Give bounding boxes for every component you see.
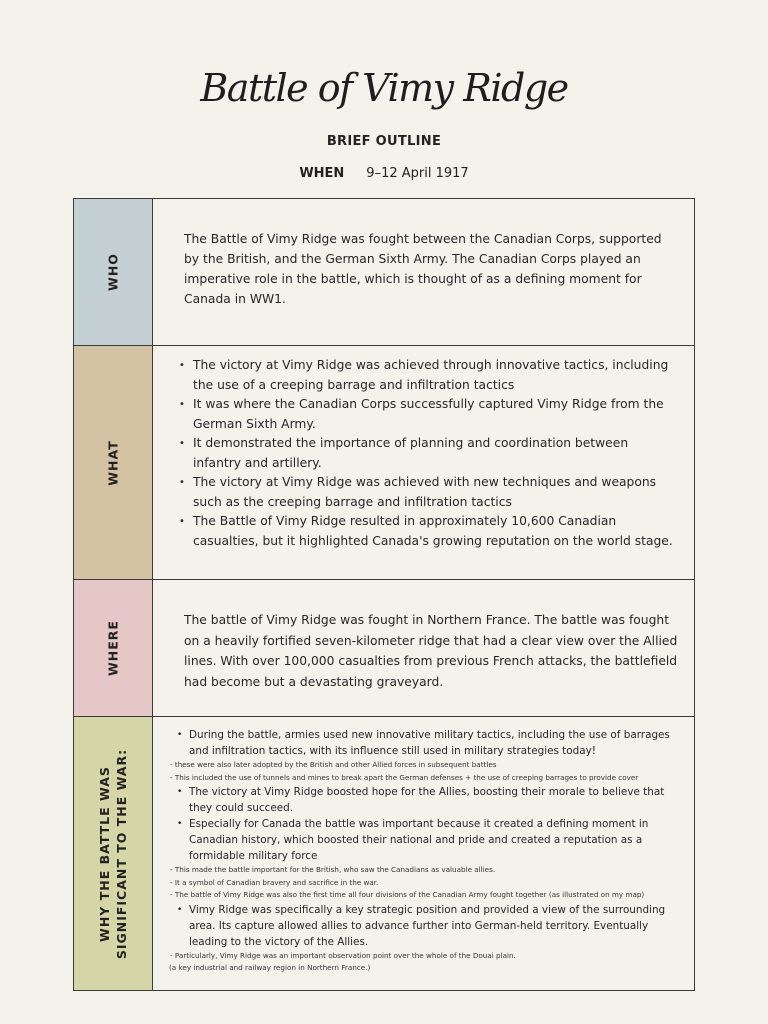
why-note: (a key industrial and railway region in Northern France.): [169, 963, 371, 972]
who-content: [153, 199, 694, 345]
why-note: - Particularly, Vimy Ridge was an important observation point over the whole of the Douai plain.: [170, 950, 516, 960]
where-label: WHERE: [105, 620, 121, 676]
why-bullet: • The victory at Vimy Ridge boosted hope for the Allies, boosting their morale to believe that they could succeed.: [175, 784, 684, 816]
what-item: • The victory at Vimy Ridge was achieved with new techniques and weapons such as the creeping barrage and infiltration tactics: [175, 473, 674, 512]
where-text: The battle of Vimy Ridge was fought in Northern France. The battle was fought on a heavily fortified seven-kilometer ridge that had a clear view over the Allied lines. With over 100,000 casualties from previous French attacks, the battlefield had become but a devastating graveyard.: [184, 613, 678, 689]
when-value: 9–12 April 1917: [366, 166, 469, 181]
when-row: [0, 166, 768, 181]
who-text: The Battle of Vimy Ridge was fought between the Canadian Corps, supported by the British, and the German Sixth Army. The Canadian Corps played an imperative role in the battle, which is thought of as a defining moment for Canada in WW1.: [184, 232, 662, 306]
why-label-line2: SIGNIFICANT TO THE WAR:: [114, 748, 129, 959]
why-note: - This included the use of tunnels and mines to break apart the German defenses + the use of creeping barrages to provide cover: [170, 772, 639, 782]
why-note: - This made the battle important for the British, who saw the Canadians as valuable allies.: [170, 865, 496, 874]
what-row: [74, 345, 694, 579]
why-note: - It a symbol of Canadian bravery and sacrifice in the war.: [170, 877, 379, 887]
what-side-cell: [74, 346, 153, 579]
why-bullet: • Vimy Ridge was specifically a key strategic position and provided a view of the surrounding area. Its capture allowed allies to advance further into German-held territory. Eventually leading to the victory of the Allies.: [175, 902, 684, 950]
what-item: • The Battle of Vimy Ridge resulted in approximately 10,600 Canadian casualties, but it highlighted Canada's growing reputation on the world stage.: [175, 512, 674, 551]
where-content: [153, 580, 694, 716]
when-label: WHEN: [299, 166, 345, 181]
what-list: [175, 356, 674, 551]
why-note: - The battle of Vimy Ridge was also the first time all four divisions of the Canadian Army fought together (as illustrated on my map): [170, 890, 645, 899]
why-label: [96, 748, 130, 958]
page-subtitle: BRIEF OUTLINE: [326, 134, 442, 149]
why-side-cell: [74, 717, 153, 990]
who-side-cell: [74, 199, 153, 345]
what-content: [153, 346, 694, 579]
where-side-cell: [74, 580, 153, 716]
what-item: • It demonstrated the importance of planning and coordination between infantry and artillery.: [175, 434, 674, 473]
why-label-line1: WHY THE BATTLE WAS: [97, 765, 112, 942]
outline-table: [73, 198, 695, 991]
why-note: - these were also later adopted by the British and other Allied forces in subsequent battles: [170, 760, 497, 769]
what-item: • The victory at Vimy Ridge was achieved through innovative tactics, including the use of a creeping barrage and infiltration tactics: [175, 356, 674, 395]
who-label: WHO: [105, 253, 121, 291]
why-row: [74, 716, 694, 990]
why-bullet: • Especially for Canada the battle was important because it created a defining moment in Canadian history, which boosted their national and pride and created a reputation as a formidable military force: [175, 816, 684, 864]
what-label: WHAT: [105, 439, 121, 486]
why-bullet: • During the battle, armies used new innovative military tactics, including the use of barrages and infiltration tactics, with its influence still used in military strategies today!: [175, 727, 684, 759]
who-row: [74, 199, 694, 345]
what-item: • It was where the Canadian Corps successfully captured Vimy Ridge from the German Sixth Army.: [175, 395, 674, 434]
why-content: [153, 717, 694, 990]
where-row: [74, 579, 694, 716]
page-title: Battle of Vimy Ridge: [200, 66, 568, 110]
